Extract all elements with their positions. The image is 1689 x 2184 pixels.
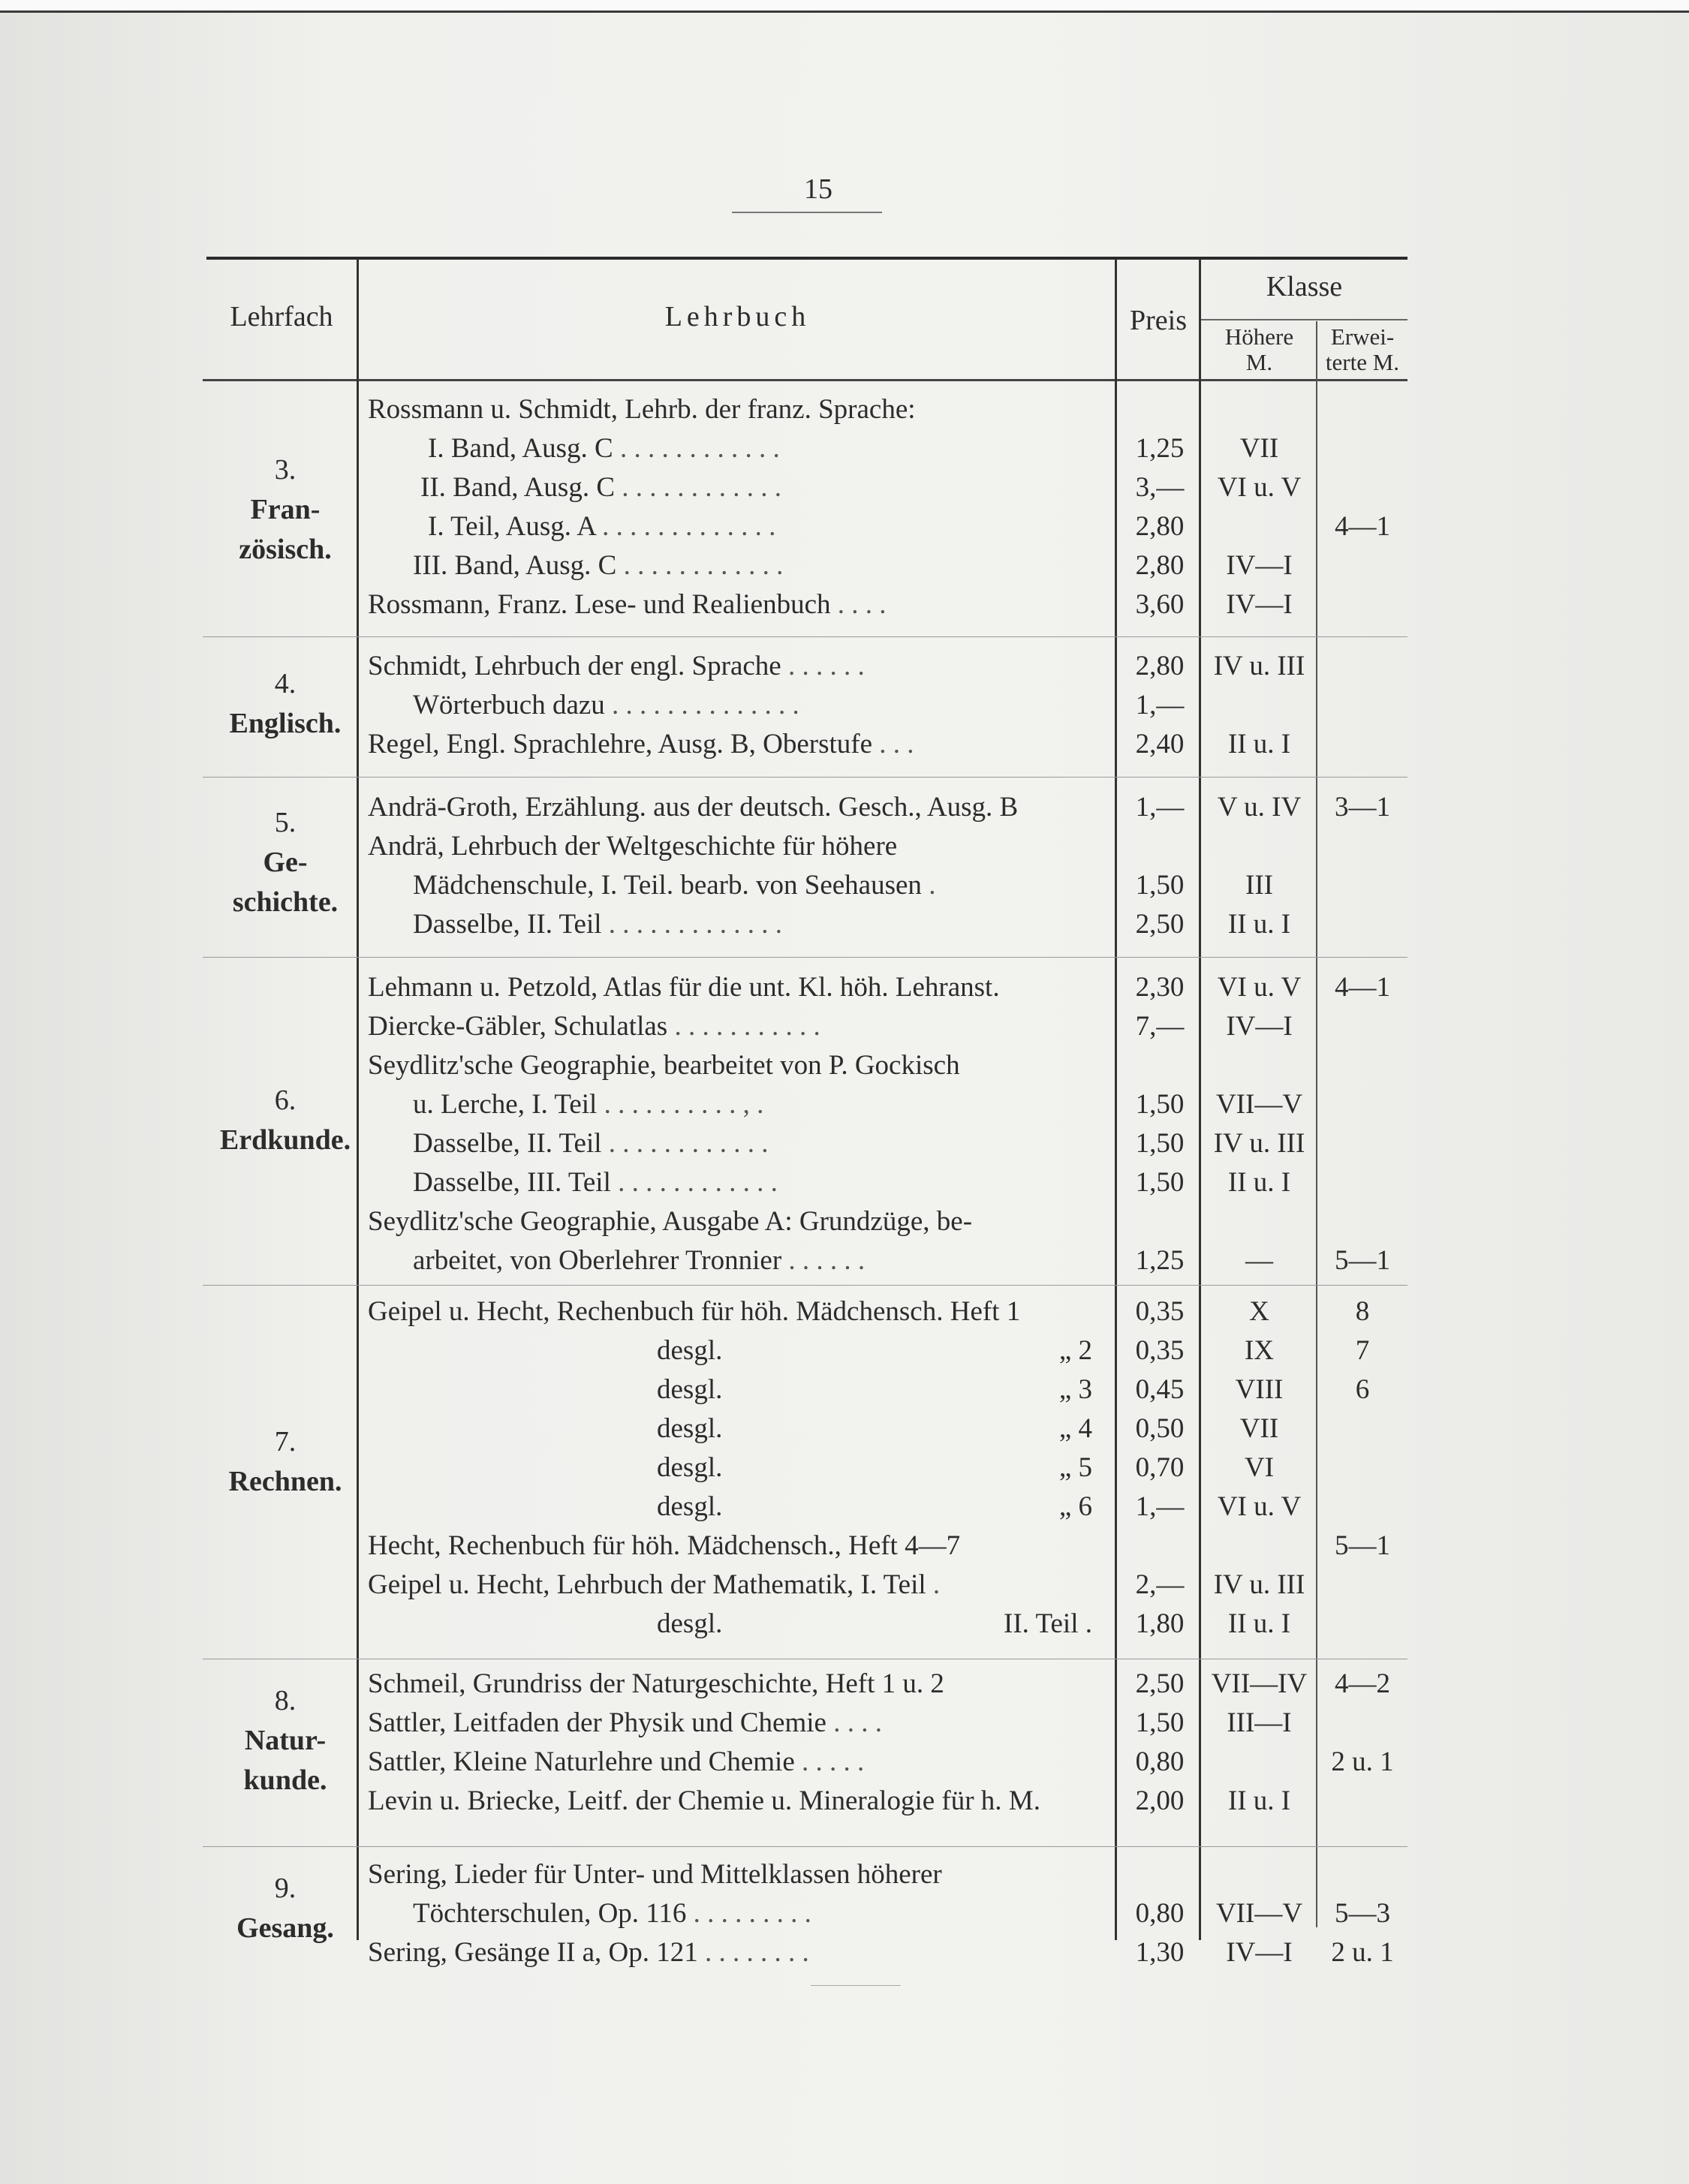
hoehere-class-cell: IX — [1244, 1335, 1275, 1366]
hoehere-class-cell: VIII — [1235, 1374, 1284, 1405]
book-title-text: I. Teil, Ausg. A — [428, 511, 595, 542]
subject-gesang — [203, 1869, 368, 1948]
page-number: 15 — [804, 173, 832, 205]
hoehere-class-cell: VI u. V — [1217, 972, 1302, 1003]
price-cell: 0,80 — [1135, 1746, 1185, 1777]
book-title-suffix: . . . . . . . . . . . — [667, 1011, 820, 1042]
book-title — [368, 1933, 1100, 1972]
book-title-suffix: II. Teil . — [1004, 1608, 1092, 1639]
erweiterte-class-cell: 5—3 — [1335, 1898, 1390, 1929]
book-title-suffix: . . . . . — [794, 1746, 865, 1777]
book-title — [368, 585, 1100, 624]
hoehere-class-cell: VI — [1244, 1452, 1275, 1483]
price-cell: 1,50 — [1135, 870, 1185, 901]
subject-number: 4. — [274, 668, 297, 699]
book-title-text: u. Lerche, I. Teil — [413, 1089, 598, 1120]
book-title-text: Seydlitz'sche Geographie, Ausgabe A: Grundzüge, be- — [368, 1206, 973, 1237]
section-rule — [203, 1285, 1408, 1286]
table-top-rule — [206, 257, 1408, 260]
book-title-suffix: . . . . . . . . . . , . — [597, 1089, 764, 1120]
hoehere-class-cell: IV—I — [1226, 589, 1293, 620]
hoehere-class-cell: VI u. V — [1217, 1491, 1302, 1522]
header-hoehere-line2: M. — [1245, 349, 1273, 375]
hoehere-class-cell: IV—I — [1226, 550, 1293, 581]
book-title-suffix: „ 6 — [1058, 1491, 1092, 1522]
price-cell: 2,80 — [1135, 550, 1185, 581]
section-rule — [203, 777, 1408, 778]
book-title — [368, 1704, 1100, 1743]
price-cell: 2,50 — [1135, 909, 1185, 940]
price-cell: 1,50 — [1135, 1707, 1185, 1738]
subject-number: 5. — [274, 807, 297, 838]
price-cell: 1,— — [1135, 792, 1185, 823]
header-lehrfach: Lehrfach — [230, 301, 333, 332]
book-title-text: arbeitet, von Oberlehrer Tronnier — [413, 1245, 782, 1276]
price-cell: 7,— — [1135, 1011, 1185, 1042]
subject-name: Natur- — [244, 1725, 327, 1756]
book-title-suffix: . . . . . . — [781, 1245, 866, 1276]
price-cell: 1,50 — [1135, 1128, 1185, 1159]
book-title — [368, 1241, 1100, 1280]
erweiterte-class-cell: 5—1 — [1335, 1530, 1390, 1561]
book-title-text: Sering, Lieder für Unter- und Mittelklassen höherer — [368, 1859, 942, 1890]
book-title-text: Dasselbe, II. Teil — [413, 1128, 602, 1159]
subject-number: 6. — [274, 1084, 297, 1116]
book-title-suffix: „ 3 — [1058, 1374, 1092, 1405]
header-hoehere-line1: Höhere — [1224, 323, 1294, 350]
hoehere-class-cell: II u. I — [1227, 909, 1291, 940]
book-title — [368, 1743, 1100, 1782]
book-title — [368, 866, 1100, 905]
subject-number: 8. — [274, 1685, 297, 1716]
book-title-suffix: . . . . . . . . . . . . — [616, 550, 784, 581]
book-title-text: Schmidt, Lehrbuch der engl. Sprache — [368, 651, 781, 681]
price-cell: 3,60 — [1135, 589, 1185, 620]
book-title-suffix: . . . . . . . . . . . . . . — [604, 690, 799, 720]
header-erweiterte-line2: terte M. — [1325, 349, 1400, 375]
book-title-text: Sattler, Kleine Naturlehre und Chemie — [368, 1746, 795, 1777]
book-title — [368, 1163, 1100, 1202]
book-title-text: desgl. — [657, 1335, 723, 1366]
subject-geschichte — [203, 803, 368, 922]
hoehere-class-cell: II u. I — [1227, 1167, 1291, 1198]
price-cell: 0,35 — [1135, 1335, 1185, 1366]
subject-rechnen — [203, 1422, 368, 1502]
price-cell: 2,30 — [1135, 972, 1185, 1003]
book-title-text: Dasselbe, III. Teil — [413, 1167, 611, 1198]
price-cell: 0,50 — [1135, 1413, 1185, 1444]
hoehere-class-cell: V u. IV — [1217, 792, 1302, 823]
hoehere-class-cell: II u. I — [1227, 1785, 1291, 1816]
book-title-text: desgl. — [657, 1374, 723, 1405]
header-bottom-rule — [203, 379, 1408, 381]
table-end-rule — [811, 1985, 901, 1986]
top-edge — [0, 0, 1689, 13]
price-cell: 1,25 — [1135, 433, 1185, 464]
subject-name: Gesang. — [236, 1912, 334, 1944]
book-title — [368, 905, 1100, 944]
book-title — [368, 1124, 1100, 1163]
price-cell: 0,80 — [1135, 1898, 1185, 1929]
price-cell: 2,50 — [1135, 1668, 1185, 1699]
price-cell: 1,30 — [1135, 1937, 1185, 1968]
book-title — [368, 1855, 1100, 1894]
book-title — [368, 1448, 1100, 1488]
erweiterte-class-cell: 4—1 — [1335, 511, 1390, 542]
section-rule — [203, 957, 1408, 958]
erweiterte-class-cell: 8 — [1355, 1296, 1370, 1327]
price-cell: 3,— — [1135, 472, 1185, 503]
book-title — [368, 1782, 1100, 1821]
book-title-suffix: . . . — [872, 729, 914, 760]
section-rule — [203, 1846, 1408, 1847]
book-title-suffix: . . . . . . . . . . . . — [601, 1128, 769, 1159]
book-title-suffix: . — [921, 870, 936, 901]
header-hoehere — [1201, 324, 1317, 375]
price-cell: 1,50 — [1135, 1089, 1185, 1120]
subject-name: Fran- — [250, 494, 321, 525]
book-title — [368, 1085, 1100, 1124]
book-title — [368, 507, 1100, 546]
erweiterte-class-cell: 2 u. 1 — [1331, 1746, 1394, 1777]
hoehere-class-cell: VII—V — [1215, 1898, 1303, 1929]
book-title-text: Sering, Gesänge II a, Op. 121 — [368, 1937, 698, 1968]
book-title-text: Wörterbuch dazu — [413, 690, 605, 720]
book-title-text: Rossmann u. Schmidt, Lehrb. der franz. Sprache: — [368, 394, 916, 425]
erweiterte-class-cell: 6 — [1355, 1374, 1370, 1405]
book-title — [368, 1894, 1100, 1933]
book-title-suffix: . . . . — [826, 1707, 882, 1738]
erweiterte-class-cell: 2 u. 1 — [1331, 1937, 1394, 1968]
book-title-suffix: . . . . . . . . . . . . . — [595, 511, 776, 542]
subject-name: Rechnen. — [228, 1466, 342, 1497]
book-title — [368, 788, 1100, 827]
hoehere-class-cell: — — [1245, 1245, 1273, 1276]
subject-number: 7. — [274, 1426, 297, 1458]
price-cell: 1,25 — [1135, 1245, 1185, 1276]
book-title-suffix: . . . . . . . . — [697, 1937, 809, 1968]
book-title — [368, 686, 1100, 725]
book-title-text: Dasselbe, II. Teil — [413, 909, 602, 940]
book-title — [368, 1007, 1100, 1046]
price-cell: 2,80 — [1135, 511, 1185, 542]
klasse-rule — [1201, 319, 1408, 320]
book-title — [368, 1566, 1100, 1605]
book-title — [368, 1331, 1100, 1370]
book-title — [368, 827, 1100, 866]
book-title-text: Diercke-Gäbler, Schulatlas — [368, 1011, 668, 1042]
subject-naturkunde — [203, 1681, 368, 1800]
price-cell: 1,80 — [1135, 1608, 1185, 1639]
erweiterte-class-cell: 4—2 — [1335, 1668, 1390, 1699]
book-title-suffix: . . . . . . . . . — [686, 1898, 811, 1929]
price-cell: 1,— — [1135, 1491, 1185, 1522]
book-title-text: desgl. — [657, 1491, 723, 1522]
book-title-text: Seydlitz'sche Geographie, bearbeitet von P. Gockisch — [368, 1050, 960, 1081]
book-title-text: Andrä-Groth, Erzählung. aus der deutsch. Gesch., Ausg. B — [368, 792, 1019, 823]
book-title — [368, 546, 1100, 585]
price-cell: 0,35 — [1135, 1296, 1185, 1327]
book-title-suffix: . . . . . . . . . . . . — [613, 433, 780, 464]
price-cell: 0,45 — [1135, 1374, 1185, 1405]
erweiterte-class-cell: 4—1 — [1335, 972, 1390, 1003]
subject-name: Englisch. — [229, 708, 342, 739]
hoehere-class-cell: IV u. III — [1213, 1569, 1305, 1600]
book-title — [368, 1527, 1100, 1566]
book-title-suffix: „ 5 — [1058, 1452, 1092, 1483]
book-title-suffix: . . . . . . . . . . . . — [610, 1167, 778, 1198]
book-title-suffix: „ 4 — [1058, 1413, 1092, 1444]
book-title-suffix: „ 2 — [1058, 1335, 1092, 1366]
book-title — [368, 429, 1100, 468]
hoehere-class-cell: VII — [1239, 433, 1279, 464]
price-cell: 1,— — [1135, 690, 1185, 720]
erweiterte-class-cell: 7 — [1355, 1335, 1370, 1366]
book-title-text: Hecht, Rechenbuch für höh. Mädchensch., Heft 4—7 — [368, 1530, 961, 1561]
price-cell: 0,70 — [1135, 1452, 1185, 1483]
book-title — [368, 390, 1100, 429]
book-title-text: Lehmann u. Petzold, Atlas für die unt. Kl. höh. Lehranst. — [368, 972, 1000, 1003]
book-title-text: desgl. — [657, 1608, 723, 1639]
header-erweiterte — [1317, 324, 1408, 375]
erweiterte-class-cell: 3—1 — [1335, 792, 1390, 823]
book-title — [368, 968, 1100, 1007]
book-title — [368, 1605, 1100, 1644]
subject-englisch — [203, 664, 368, 744]
hoehere-class-cell: IV—I — [1226, 1011, 1293, 1042]
book-title — [368, 1409, 1100, 1448]
book-title-suffix: . . . . — [830, 589, 887, 620]
subject-name: Erdkunde. — [219, 1124, 351, 1156]
header-klasse: Klasse — [1266, 271, 1343, 302]
col-line-lehrbuch — [1115, 259, 1117, 1940]
book-title-suffix: . . . . . . . . . . . . — [615, 472, 781, 503]
header-preis: Preis — [1130, 305, 1187, 336]
book-title-suffix: . — [926, 1569, 941, 1600]
book-title-text: desgl. — [657, 1413, 723, 1444]
book-title — [368, 1292, 1100, 1331]
book-title-suffix: . . . . . . . . . . . . . — [601, 909, 783, 940]
book-title — [368, 468, 1100, 507]
price-cell: 1,50 — [1135, 1167, 1185, 1198]
book-title — [368, 1370, 1100, 1409]
book-title — [368, 725, 1100, 764]
hoehere-class-cell: VII—V — [1215, 1089, 1303, 1120]
book-title-text: Levin u. Briecke, Leitf. der Chemie u. Mineralogie für h. M. — [368, 1785, 1040, 1816]
subject-franzoesisch — [203, 450, 368, 570]
hoehere-class-cell: III — [1245, 870, 1273, 901]
hoehere-class-cell: VI u. V — [1217, 472, 1302, 503]
subject-name: schichte. — [232, 886, 339, 918]
book-title-suffix: . . . . . . — [781, 651, 865, 681]
hoehere-class-cell: IV u. III — [1213, 651, 1305, 681]
subject-name: Ge- — [263, 847, 308, 878]
book-title — [368, 1665, 1100, 1704]
hoehere-class-cell: IV u. III — [1213, 1128, 1305, 1159]
subject-number: 3. — [274, 454, 297, 486]
subject-number: 9. — [274, 1873, 297, 1904]
header-lehrbuch: Lehrbuch — [664, 301, 811, 332]
hoehere-class-cell: IV—I — [1226, 1937, 1293, 1968]
price-cell: 2,00 — [1135, 1785, 1185, 1816]
book-title-text: Sattler, Leitfaden der Physik und Chemie — [368, 1707, 826, 1738]
hoehere-class-cell: VII—IV — [1211, 1668, 1308, 1699]
book-title-text: desgl. — [657, 1452, 723, 1483]
page-number-rule — [732, 212, 882, 213]
hoehere-class-cell: II u. I — [1227, 729, 1291, 760]
price-cell: 2,80 — [1135, 651, 1185, 681]
book-title — [368, 1488, 1100, 1527]
book-title-text: Andrä, Lehrbuch der Weltgeschichte für höhere — [368, 831, 898, 862]
subject-erdkunde — [203, 1081, 368, 1160]
book-title-text: Töchterschulen, Op. 116 — [413, 1898, 687, 1929]
book-title-text: Mädchenschule, I. Teil. bearb. von Seehausen — [413, 870, 922, 901]
header-erweiterte-line1: Erwei- — [1330, 323, 1395, 350]
section-rule — [203, 636, 1408, 637]
hoehere-class-cell: VII — [1239, 1413, 1279, 1444]
book-title — [368, 1202, 1100, 1241]
price-cell: 2,40 — [1135, 729, 1185, 760]
book-title-text: II. Band, Ausg. C — [420, 472, 615, 503]
book-title-text: I. Band, Ausg. C — [428, 433, 613, 464]
book-title-text: Geipel u. Hecht, Lehrbuch der Mathematik, I. Teil — [368, 1569, 926, 1600]
book-title-text: Rossmann, Franz. Lese- und Realienbuch — [368, 589, 831, 620]
hoehere-class-cell: III—I — [1227, 1707, 1292, 1738]
price-cell: 2,— — [1135, 1569, 1185, 1600]
subject-name: zösisch. — [239, 534, 332, 565]
hoehere-class-cell: II u. I — [1227, 1608, 1291, 1639]
book-title-text: Schmeil, Grundriss der Naturgeschichte, Heft 1 u. 2 — [368, 1668, 944, 1699]
erweiterte-class-cell: 5—1 — [1335, 1245, 1390, 1276]
book-title — [368, 647, 1100, 686]
book-title-text: III. Band, Ausg. C — [413, 550, 617, 581]
book-title — [368, 1046, 1100, 1085]
book-title-text: Regel, Engl. Sprachlehre, Ausg. B, Oberstufe — [368, 729, 873, 760]
book-title-text: Geipel u. Hecht, Rechenbuch für höh. Mädchensch. Heft 1 — [368, 1296, 1021, 1327]
hoehere-class-cell: X — [1249, 1296, 1269, 1327]
subject-name: kunde. — [243, 1764, 327, 1796]
